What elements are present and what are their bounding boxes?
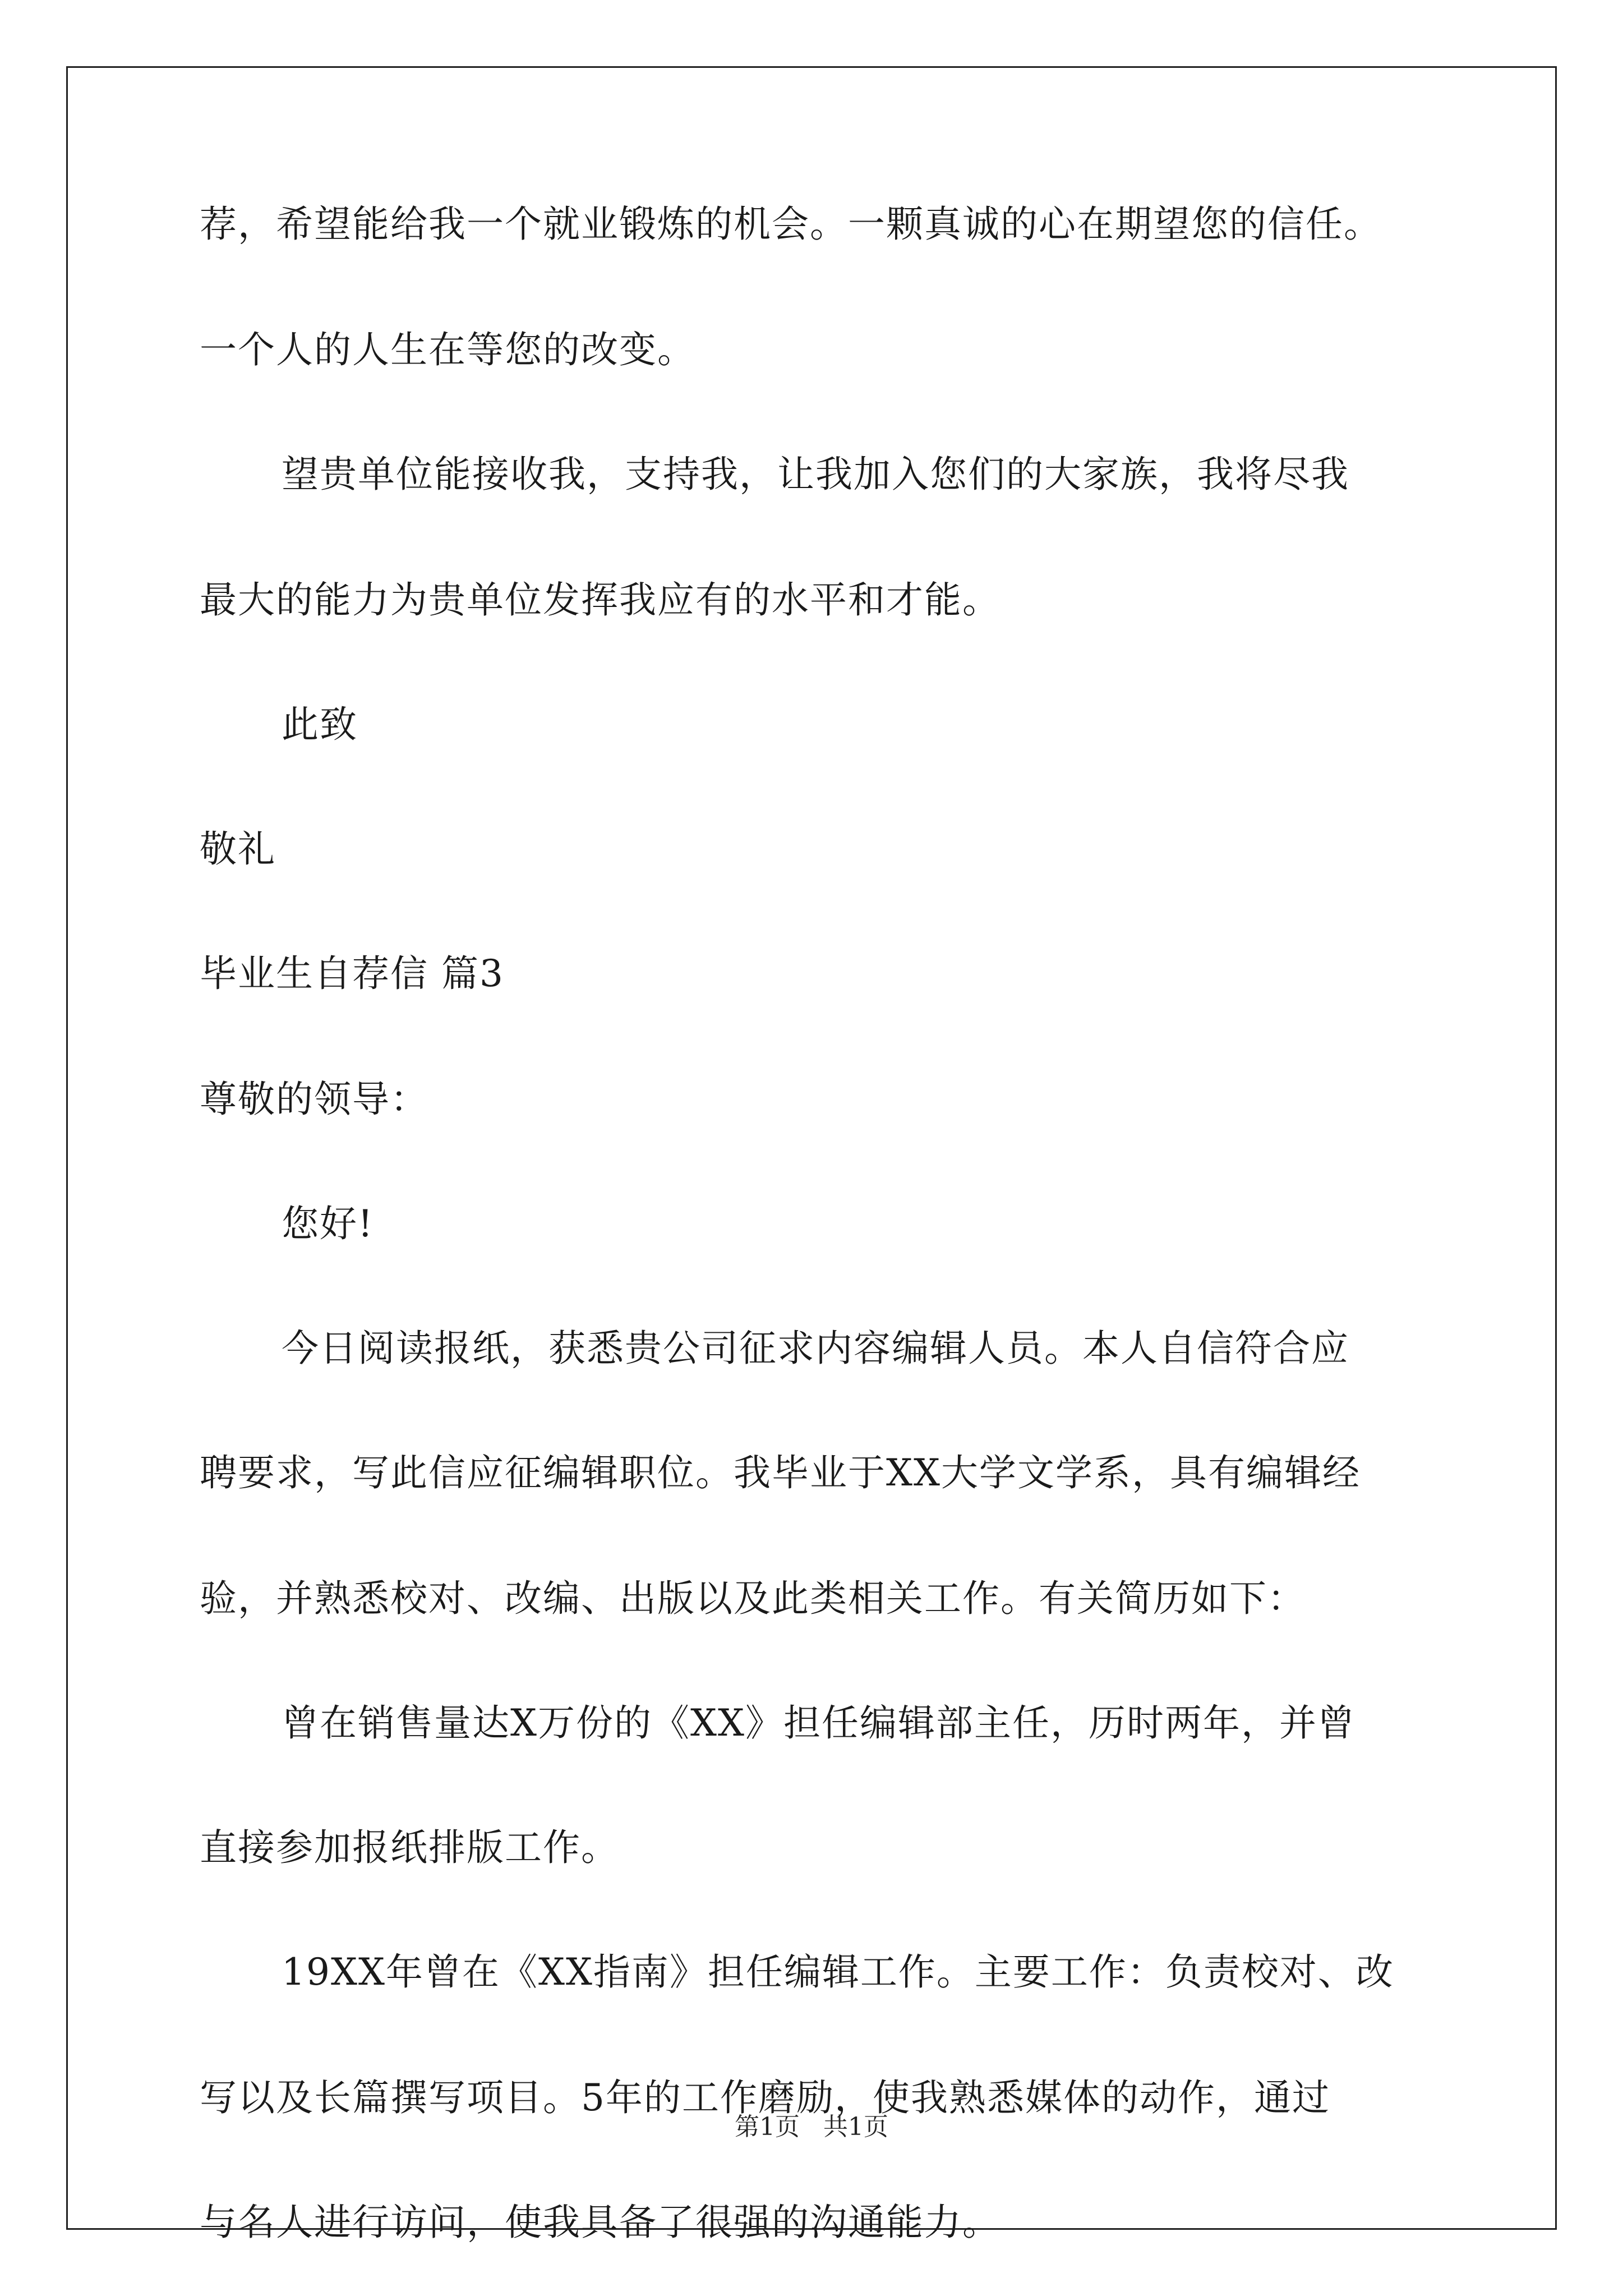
salutation: 尊敬的领导： xyxy=(200,1078,428,1121)
text-line: 写以及长篇撰写项目。5年的工作磨励，使我熟悉媒体的动作，通过 xyxy=(200,2076,1330,2119)
text-line: 与名人进行访问，使我具备了很强的沟通能力。 xyxy=(200,2201,1000,2244)
page-footer: 第1页 共1页 xyxy=(735,2113,888,2141)
section-title: 毕业生自荐信 篇3 xyxy=(200,952,504,995)
text-line: 曾在销售量达X万份的《XX》担任编辑部主任，历时两年，并曾 xyxy=(282,1701,1355,1745)
text-line: 一个人的人生在等您的改变。 xyxy=(200,328,695,371)
text-line: 19XX年曾在《XX指南》担任编辑工作。主要工作：负责校对、改 xyxy=(282,1950,1394,1994)
text-line: 直接参加报纸排版工作。 xyxy=(200,1826,619,1869)
text-line: 望贵单位能接收我，支持我，让我加入您们的大家族，我将尽我 xyxy=(282,453,1349,496)
greeting: 您好! xyxy=(282,1202,374,1245)
page-border xyxy=(66,66,1557,2230)
text-line: 验，并熟悉校对、改编、出版以及此类相关工作。有关简历如下： xyxy=(200,1577,1306,1620)
text-line: 今日阅读报纸，获悉贵公司征求内容编辑人员。本人自信符合应 xyxy=(282,1327,1349,1370)
closing-salutation: 敬礼 xyxy=(200,827,276,871)
text-line: 最大的能力为贵单位发挥我应有的水平和才能。 xyxy=(200,578,1000,622)
closing-line: 此致 xyxy=(282,703,358,746)
text-line: 荐，希望能给我一个就业锻炼的机会。一颗真诚的心在期望您的信任。 xyxy=(200,203,1382,246)
text-line: 聘要求，写此信应征编辑职位。我毕业于XX大学文学系，具有编辑经 xyxy=(200,1451,1361,1494)
